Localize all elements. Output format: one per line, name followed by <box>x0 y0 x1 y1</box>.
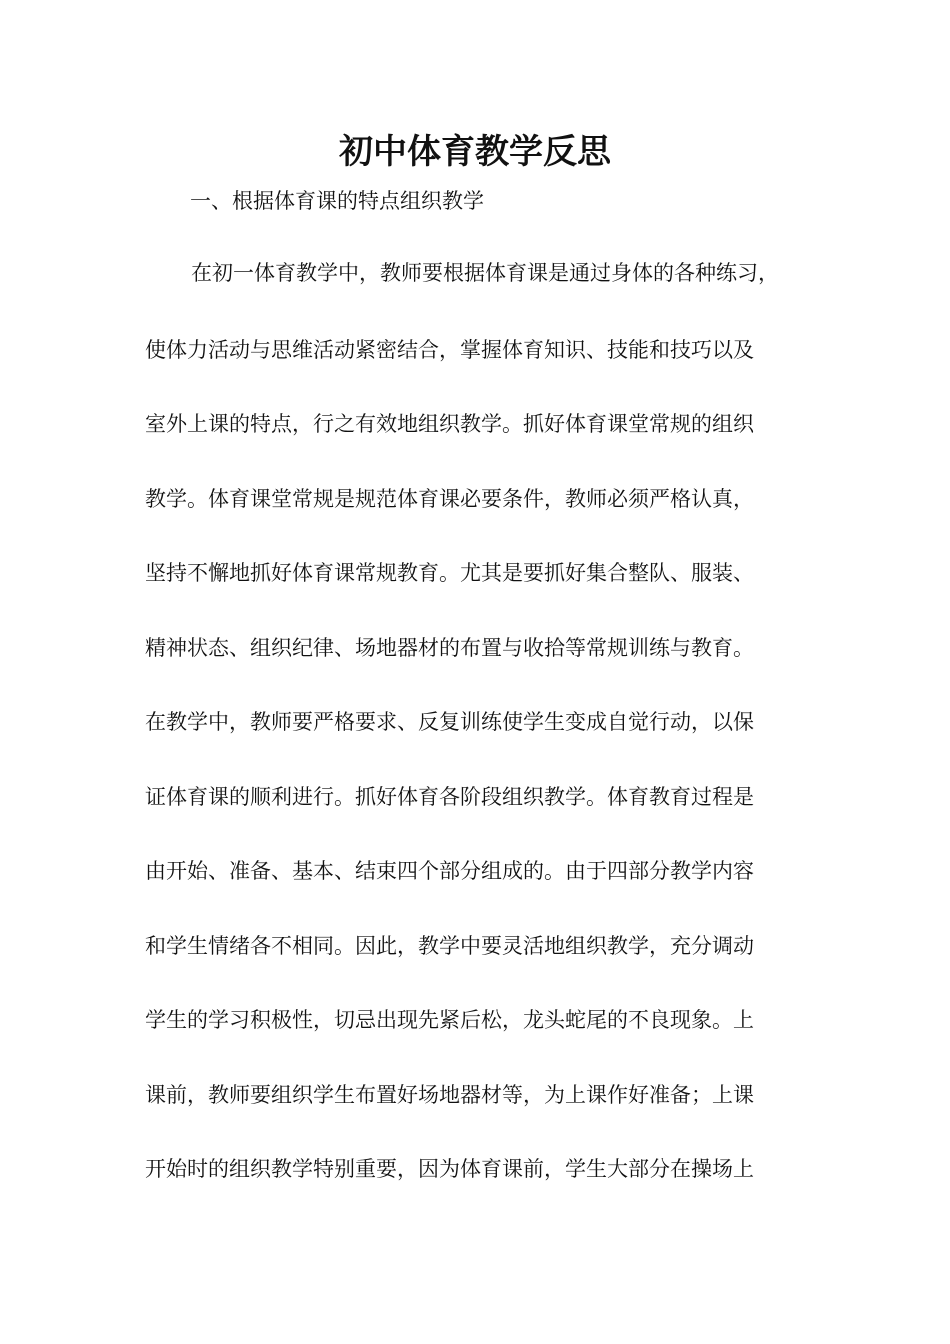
paragraph-line: 在教学中，教师要严格要求、反复训练使学生变成自觉行动，以保 <box>145 710 754 734</box>
section-heading: 一、根据体育课的特点组织教学 <box>190 189 484 213</box>
document-title: 初中体育教学反思 <box>339 132 611 172</box>
paragraph-line: 室外上课的特点，行之有效地组织教学。抓好体育课堂常规的组织 <box>145 412 754 436</box>
paragraph-line: 精神状态、组织纪律、场地器材的布置与收拾等常规训练与教育。 <box>145 636 754 660</box>
paragraph-line: 使体力活动与思维活动紧密结合，掌握体育知识、技能和技巧以及 <box>145 338 754 362</box>
paragraph-line: 和学生情绪各不相同。因此，教学中要灵活地组织教学，充分调动 <box>145 934 754 958</box>
paragraph-line: 在初一体育教学中，教师要根据体育课是通过身体的各种练习， <box>191 261 779 285</box>
paragraph-line: 由开始、准备、基本、结束四个部分组成的。由于四部分教学内容 <box>145 859 754 883</box>
paragraph-line: 课前，教师要组织学生布置好场地器材等，为上课作好准备；上课 <box>145 1083 754 1107</box>
paragraph-line: 学生的学习积极性，切忌出现先紧后松，龙头蛇尾的不良现象。上 <box>145 1008 754 1032</box>
paragraph-line: 证体育课的顺利进行。抓好体育各阶段组织教学。体育教育过程是 <box>145 785 754 809</box>
paragraph-line: 开始时的组织教学特别重要，因为体育课前，学生大部分在操场上 <box>145 1157 754 1181</box>
paragraph-line: 教学。体育课堂常规是规范体育课必要条件，教师必须严格认真， <box>145 487 754 511</box>
paragraph-line: 坚持不懈地抓好体育课常规教育。尤其是要抓好集合整队、服装、 <box>145 561 754 585</box>
